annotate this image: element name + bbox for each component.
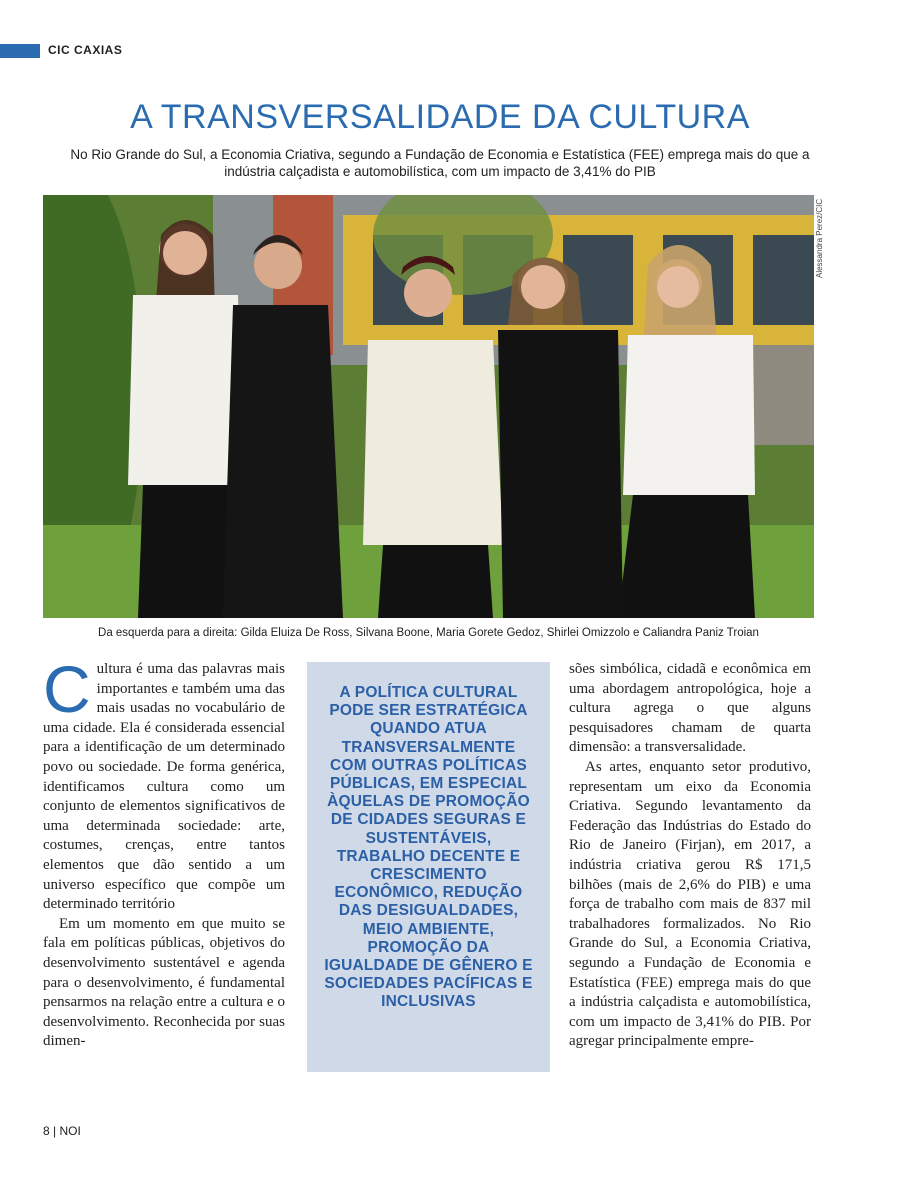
page-footer: 8 | NOI [43,1124,81,1138]
paragraph-1 [43,652,285,915]
group-photo-illustration [43,195,814,618]
paragraph-4: As artes, enquanto setor produtivo, representam um eixo da Economia Criativa. Segundo levantamento da Federação das Indústrias do Estado do Rio de Janeiro (Firjan), em 2017, a indústria criativa gerou R$ 171,5 bilhões (mais de 2,6% do PIB) e uma força de trabalho com mais de 837 mil trabalhadores formalizados. No Rio Grande do Sul, a Economia Criativa, segundo a Fundação de Economia e Estatística (FEE) emprega mais do que a indústria calçadista e automobilística, com um impacto de 3,41% do PIB. Por agregar principalmente empre- [569,758,811,1050]
section-bar [0,44,40,58]
photo-credit: Alessandra Perez/CIC [815,198,824,278]
article-subtitle: No Rio Grande do Sul, a Economia Criativa, segundo a Fundação de Economia e Estatística (FEE) emprega mais do que a indústria calçadista e automobilística, com um impacto de 3,41% do PIB [70,147,810,179]
paragraph-2: Em um momento em que muito se fala em políticas públicas, objetivos do desenvolvimento sustentável e agenda para o desenvolvimento, é fundamental pensarmos na relação entre a cultura e o desenvolvimento. Reconhecida por suas dimen- [43,915,285,1050]
photo-caption: Da esquerda para a direita: Gilda Eluiza De Ross, Silvana Boone, Maria Gorete Gedoz, Shirlei Omizzolo e Caliandra Paniz Troian [98,627,759,639]
paragraph-1-text: ultura é uma das palavras mais importantes e também uma das mais usadas no vocabulário de uma cidade. Ela é considerada essencial para a identificação de um determinado povo ou sociedade. De forma genérica, identificamos cultura como um conjunto de elementos significativos de uma determinada sociedade: arte, costumes, crenças, entre tantos elementos que dão sentido a um universo específico que compõe um determinado território [43,661,285,913]
column-left [43,652,285,1052]
pull-quote: A POLÍTICA CULTURAL PODE SER ESTRATÉGICA QUANDO ATUA TRANSVERSALMENTE COM OUTRAS POLÍTICAS PÚBLICAS, EM ESPECIAL ÀQUELAS DE PROMOÇÃO DE CIDADES SEGURAS E SUSTENTÁVEIS, TRABALHO DECENTE E CRESCIMENTO ECONÔMICO, REDUÇÃO DAS DESIGUALDADES, MEIO AMBIENTE, PROMOÇÃO DA IGUALDADE DE GÊNERO E SOCIEDADES PACÍFICAS E INCLUSIVAS [307,662,550,1072]
section-label: CIC CAXIAS [48,43,123,57]
drop-cap: C [43,652,91,726]
group-photo [43,195,814,618]
paragraph-3: sões simbólica, cidadã e econômica em uma abordagem antropológica, hoje a cultura agrega o que alguns pesquisadores chamam de quarta dimensão: a transversalidade. [569,661,811,756]
column-right [569,660,811,1052]
article-title: A TRANSVERSALIDADE DA CULTURA [130,98,750,136]
